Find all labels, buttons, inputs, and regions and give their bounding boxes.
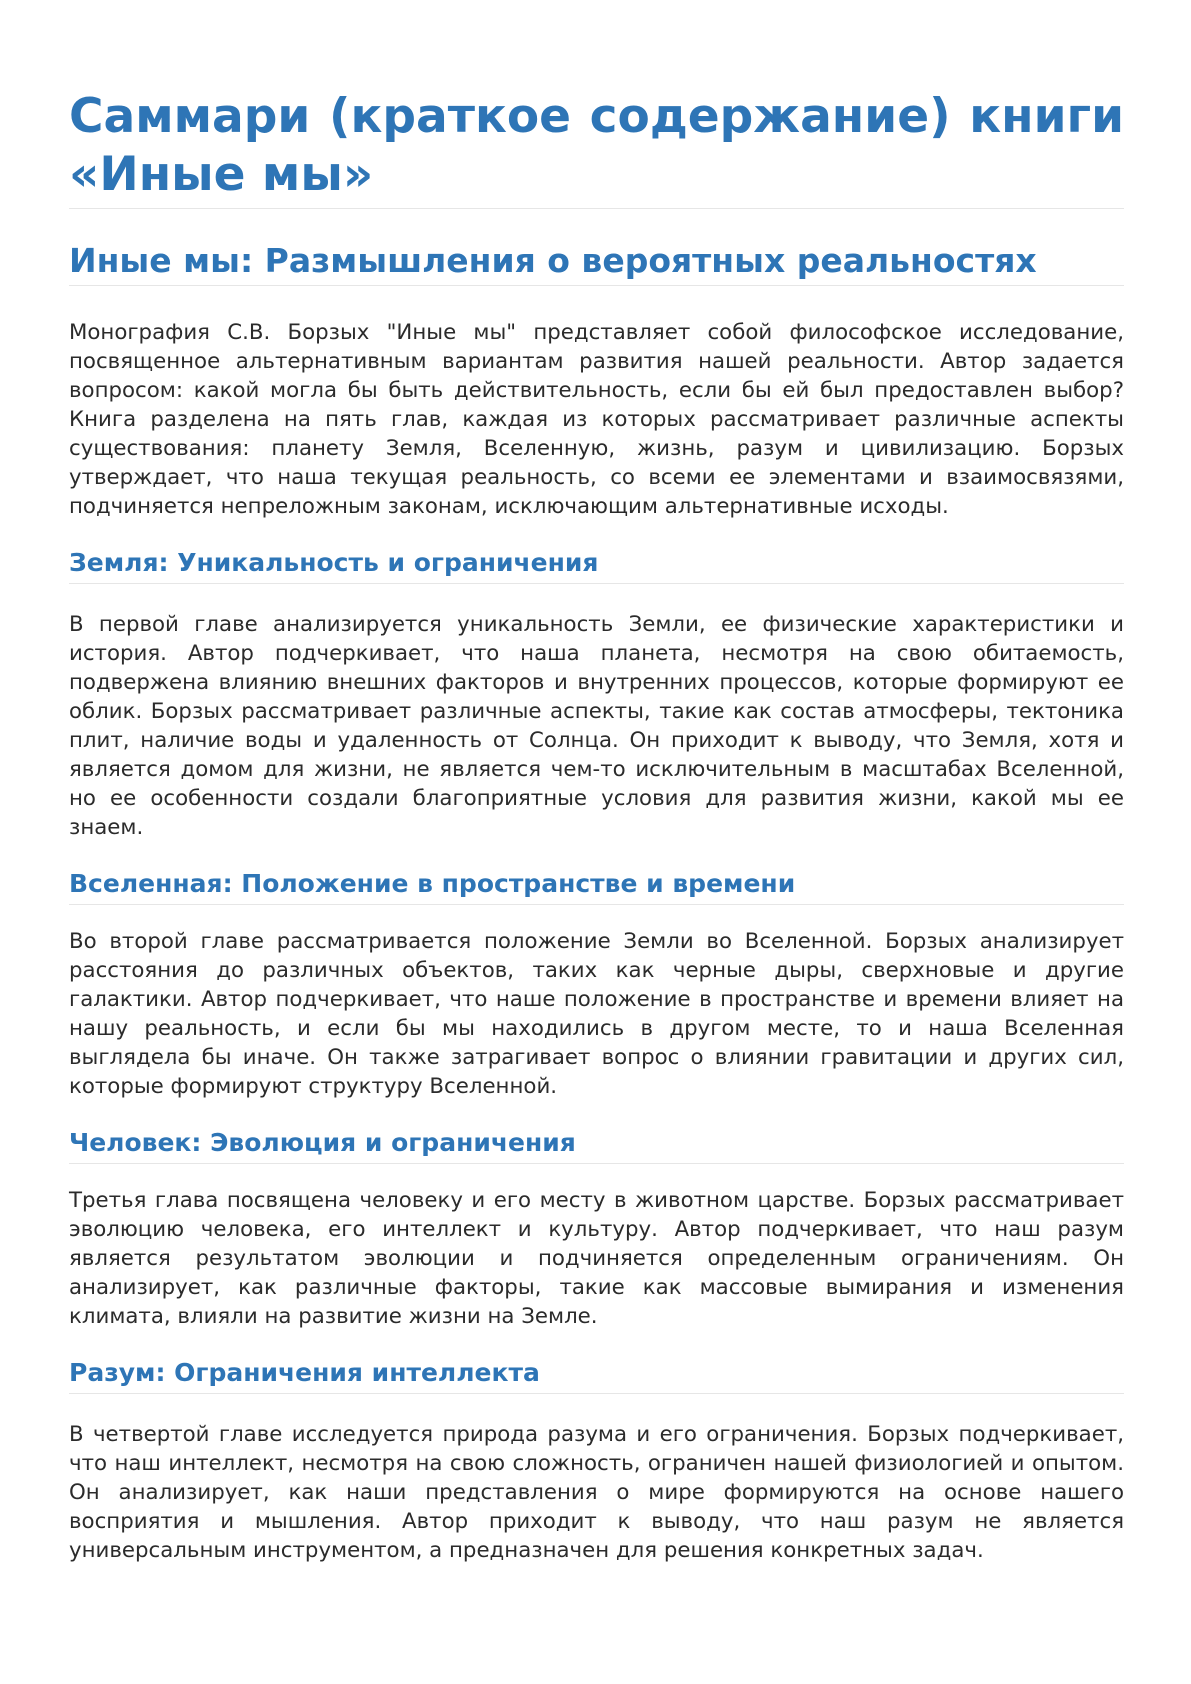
document-page <box>69 88 1124 1565</box>
section-paragraph: В первой главе анализируется уникальность Земли, ее физические характеристики и история. Автор подчеркивает, что наша планета, несмотря на свою обитаемость, подвержена влиянию внешних факторов и внутренних процессов, которые формируют ее облик. Борзых рассматривает различные аспекты, такие как состав атмосферы, тектоника плит, наличие воды и удаленность от Солнца. Он приходит к выводу, что Земля, хотя и является домом для жизни, не является чем-то исключительным в масштабах Вселенной, но ее особенности создали благоприятные условия для развития жизни, какой мы ее знаем. <box>69 612 1124 840</box>
section-heading: Вселенная: Положение в пространстве и времени <box>69 868 1124 905</box>
section-paragraph: Третья глава посвящена человеку и его месту в животном царстве. Борзых рассматривает эволюцию человека, его интеллект и культуру. Автор подчеркивает, что наш разум является результатом эволюции и подчиняется определенным ограничениям. Он анализирует, как различные факторы, такие как массовые вымирания и изменения климата, влияли на развитие жизни на Земле. <box>69 1188 1124 1329</box>
section-heading: Человек: Эволюция и ограничения <box>69 1127 1124 1164</box>
section-mind <box>69 1357 1124 1565</box>
section-earth <box>69 547 1124 842</box>
section-universe <box>69 868 1124 1101</box>
section-paragraph: В четвертой главе исследуется природа разума и его ограничения. Борзых подчеркивает, что наш интеллект, несмотря на свою сложность, ограничен нашей физиологией и опытом. Он анализирует, как наши представления о мире формируются на основе нашего восприятия и мышления. Автор приходит к выводу, что наш разум не является универсальным инструментом, а предназначен для решения конкретных задач. <box>69 1422 1124 1563</box>
document-subtitle: Иные мы: Размышления о вероятных реальностях <box>69 241 1124 286</box>
section-paragraph: Во второй главе рассматривается положение Земли во Вселенной. Борзых анализирует расстояния до различных объектов, таких как черные дыры, сверхновые и другие галактики. Автор подчеркивает, что наше положение в пространстве и времени влияет на нашу реальность, и если бы мы находились в другом месте, то и наша Вселенная выглядела бы иначе. Он также затрагивает вопрос о влиянии гравитации и других сил, которые формируют структуру Вселенной. <box>69 929 1124 1099</box>
section-human <box>69 1127 1124 1331</box>
section-heading: Разум: Ограничения интеллекта <box>69 1357 1124 1394</box>
section-heading: Земля: Уникальность и ограничения <box>69 547 1124 584</box>
document-title: Саммари (краткое содержание) книги «Иные мы» <box>69 88 1124 209</box>
intro-paragraph: Монография С.В. Борзых "Иные мы" представляет собой философское исследование, посвященное альтернативным вариантам развития нашей реальности. Автор задается вопросом: какой могла бы быть действительность, если бы ей был предоставлен выбор? Книга разделена на пять глав, каждая из которых рассматривает различные аспекты существования: планету Земля, Вселенную, жизнь, разум и цивилизацию. Борзых утверждает, что наша текущая реальность, со всеми ее элементами и взаимосвязями, подчиняется непреложным законам, исключающим альтернативные исходы. <box>69 320 1124 519</box>
